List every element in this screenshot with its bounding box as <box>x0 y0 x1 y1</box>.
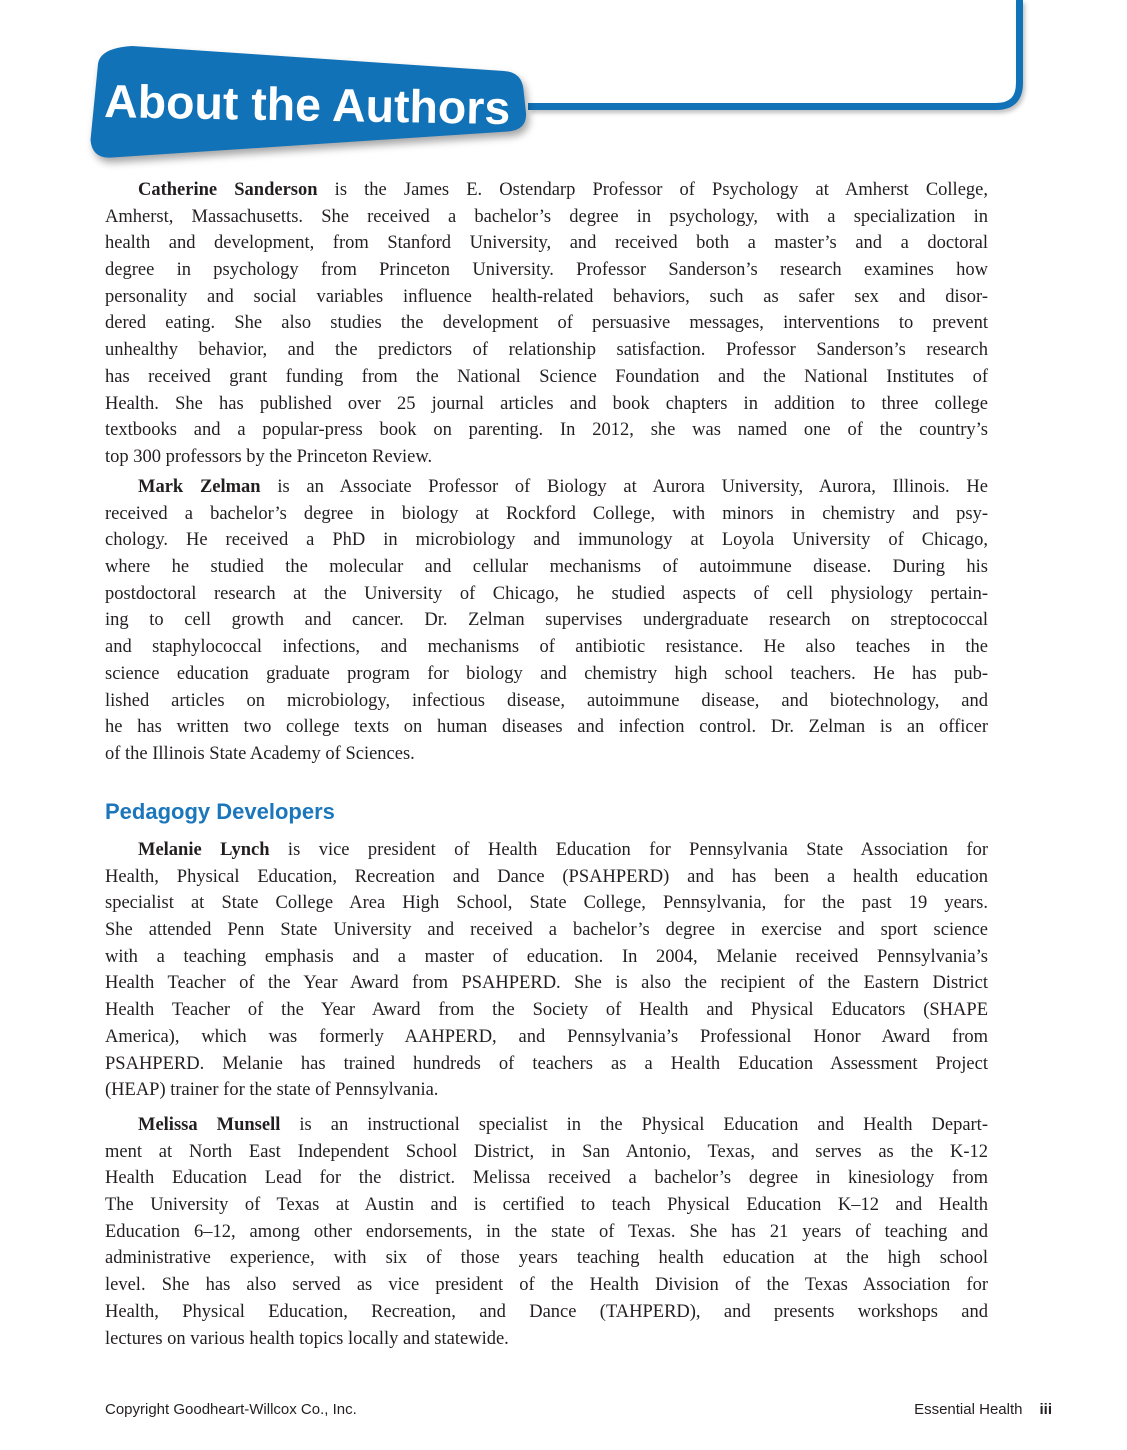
paragraph-line: postdoctoral research at the University of Chicago, he studied aspects of cell physiology pertain- <box>105 583 988 604</box>
author-name: Melanie Lynch <box>138 840 270 860</box>
paragraph-line: ing to cell growth and cancer. Dr. Zelman supervises undergraduate research on streptococcal <box>105 610 988 631</box>
author-name: Mark Zelman <box>138 477 261 497</box>
paragraph-line: science education graduate program for biology and chemistry high school teachers. He has pub- <box>105 663 988 684</box>
paragraph-line: textbooks and a popular-press book on parenting. In 2012, she was named one of the country’s <box>105 420 988 441</box>
paragraph-line: She attended Penn State University and received a bachelor’s degree in exercise and sport science <box>105 920 988 941</box>
paragraph-line: Amherst, Massachusetts. She received a bachelor’s degree in psychology, with a specialization in <box>105 206 988 227</box>
author-paragraph <box>105 177 988 471</box>
pedagogy-paragraph <box>105 837 988 1104</box>
paragraph-line: Health. She has published over 25 journal articles and book chapters in addition to three college <box>105 393 988 414</box>
paragraph-line: dered eating. She also studies the development of persuasive messages, interventions to prevent <box>105 313 988 334</box>
footer <box>914 1401 1052 1418</box>
paragraph-line: Health Teacher of the Year Award from the Society of Health and Physical Educators (SHAPE <box>105 1000 988 1021</box>
header-banner-graphic <box>0 0 1127 175</box>
page-title: About the Authors <box>103 75 512 135</box>
paragraph-line: top 300 professors by the Princeton Review. <box>105 446 433 467</box>
banner-shape <box>91 46 527 158</box>
paragraph-line: Health Teacher of the Year Award from PSAHPERD. She is also the recipient of the Eastern District <box>105 973 988 994</box>
section-heading: Pedagogy Developers <box>105 799 335 824</box>
footer-page-number: iii <box>1039 1401 1052 1418</box>
paragraph-line: level. She has also served as vice president of the Health Division of the Texas Association for <box>105 1275 988 1296</box>
paragraph-line-text: is the James E. Ostendarp Professor of Psychology at Amherst College, <box>317 180 988 200</box>
footer-copyright: Copyright Goodheart-Willcox Co., Inc. <box>105 1401 357 1418</box>
paragraph-line <box>105 177 988 204</box>
paragraph-line: where he studied the molecular and cellular mechanisms of autoimmune disease. During his <box>105 557 988 578</box>
paragraph-line <box>105 474 988 501</box>
paragraph-line: PSAHPERD. Melanie has trained hundreds of teachers as a Health Education Assessment Project <box>105 1053 988 1074</box>
paragraph-line: of the Illinois State Academy of Sciences. <box>105 743 415 764</box>
paragraph-line: administrative experience, with six of those years teaching health education at the high school <box>105 1248 988 1269</box>
paragraph-line: America), which was formerly AAHPERD, and Pennsylvania’s Professional Honor Award from <box>105 1026 988 1047</box>
pedagogy-paragraph <box>105 1112 988 1352</box>
paragraph-line <box>105 837 988 864</box>
paragraph-line: degree in psychology from Princeton University. Professor Sanderson’s research examines how <box>105 260 988 281</box>
paragraph-line: chology. He received a PhD in microbiology and immunology at Loyola University of Chicago, <box>105 530 988 551</box>
paragraph-line-text: is vice president of Health Education for Pennsylvania State Association for <box>269 840 989 860</box>
paragraph-line: Health, Physical Education, Recreation, and Dance (TAHPERD), and presents workshops and <box>105 1301 988 1322</box>
author-name: Catherine Sanderson <box>138 180 318 200</box>
footer-book-title: Essential Health <box>914 1401 1023 1418</box>
paragraph-line: (HEAP) trainer for the state of Pennsylvania. <box>105 1080 439 1101</box>
paragraph-line-text: is an Associate Professor of Biology at Aurora University, Aurora, Illinois. He <box>260 477 988 497</box>
paragraph-line: ment at North East Independent School District, in San Antonio, Texas, and serves as the K-12 <box>105 1141 988 1162</box>
paragraph-line: personality and social variables influence health-related behaviors, such as safer sex and disor- <box>105 286 988 307</box>
paragraph-line: unhealthy behavior, and the predictors of relationship satisfaction. Professor Sanderson’s research <box>105 340 988 361</box>
paragraph-line: lectures on various health topics locally and statewide. <box>105 1328 509 1349</box>
banner-connector-line <box>528 0 1020 107</box>
author-name: Melissa Munsell <box>138 1115 281 1135</box>
paragraph-line: lished articles on microbiology, infectious disease, autoimmune disease, and biotechnology, and <box>105 690 988 711</box>
paragraph-line: Health Education Lead for the district. Melissa received a bachelor’s degree in kinesiology from <box>105 1168 988 1189</box>
paragraph-line: with a teaching emphasis and a master of education. In 2004, Melanie received Pennsylvania’s <box>105 946 988 967</box>
paragraph-line: The University of Texas at Austin and is certified to teach Physical Education K–12 and Health <box>105 1195 988 1216</box>
paragraph-line: Education 6–12, among other endorsements, in the state of Texas. She has 21 years of teaching and <box>105 1221 988 1242</box>
paragraph-line: health and development, from Stanford University, and received both a master’s and a doctoral <box>105 233 988 254</box>
paragraph-line: he has written two college texts on human diseases and infection control. Dr. Zelman is an officer <box>105 717 988 738</box>
paragraph-line: Health, Physical Education, Recreation and Dance (PSAHPERD) and has been a health education <box>105 866 988 887</box>
paragraph-line: received a bachelor’s degree in biology at Rockford College, with minors in chemistry and psy- <box>105 503 988 524</box>
paragraph-line: has received grant funding from the National Science Foundation and the National Institutes of <box>105 366 988 387</box>
paragraph-line: and staphylococcal infections, and mechanisms of antibiotic resistance. He also teaches in the <box>105 637 988 658</box>
author-paragraph <box>105 474 988 768</box>
paragraph-line: specialist at State College Area High School, State College, Pennsylvania, for the past 19 years. <box>105 893 988 914</box>
paragraph-line-text: is an instructional specialist in the Physical Education and Health Depart- <box>280 1115 988 1135</box>
paragraph-line <box>105 1112 988 1139</box>
